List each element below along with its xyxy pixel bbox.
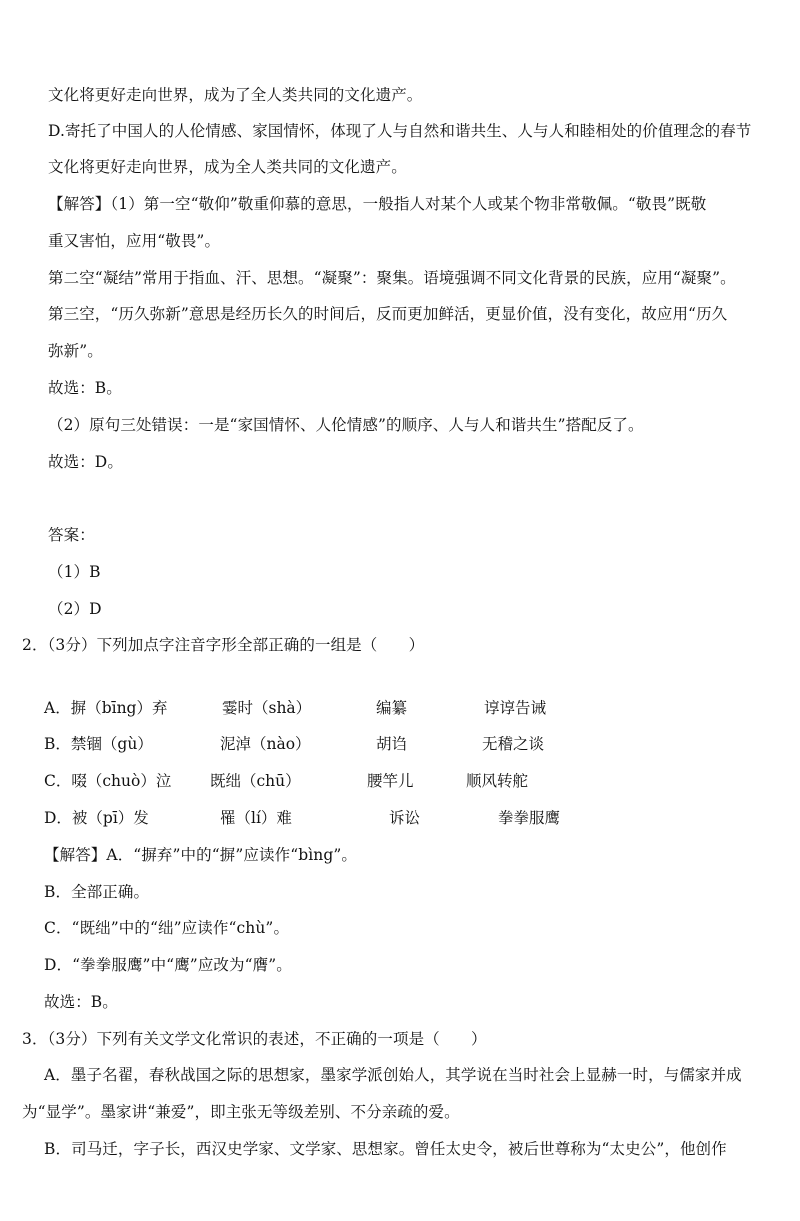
question-3-title: 3．（3分）下列有关文学文化常识的表述，不正确的一项是（ ）: [22, 1030, 487, 1048]
option-item: 霎时（shà）: [222, 699, 312, 717]
answer-item: （1）B: [48, 563, 101, 581]
text-line: 第二空“凝结”常用于指血、汗、思想。“凝聚”：聚集。语境强调不同文化背景的民族，应用“凝聚”。: [48, 269, 736, 287]
choice-result: 故选：B。: [44, 993, 118, 1011]
option-item: 既绌（chū）: [210, 772, 301, 790]
option-item: A．摒（bīng）弃: [44, 699, 168, 717]
text-line: （2）原句三处错误：一是“家国情怀、人伦情感”的顺序、人与人和谐共生”搭配反了。: [48, 416, 644, 434]
option-item: 拳拳服鹰: [498, 809, 561, 827]
option-item: D．被（pī）发: [44, 809, 149, 827]
question-2-answer: D．“拳拳服鹰”中“鹰”应改为“膺”。: [44, 956, 292, 974]
option-item: 罹（lí）难: [220, 809, 292, 827]
option-item: 诉讼: [389, 809, 421, 827]
answer-explanation: 【解答】（1）第一空“敬仰”敬重仰慕的意思，一般指人对某个人或某个物非常敬佩。“敬畏”既敬: [48, 195, 707, 213]
question-2-answer: C．“既绌”中的“绌”应读作“chù”。: [44, 919, 290, 937]
text-line: 第三空，“历久弥新”意思是经历长久的时间后，反而更加鲜活，更显价值，没有变化，故应用“历久: [48, 305, 728, 323]
question-2-answer: B．全部正确。: [44, 883, 150, 901]
text-line: 为“显学”。墨家讲“兼爱”，即主张无等级差别、不分亲疏的爱。: [22, 1103, 460, 1121]
choice-result: 故选：D。: [48, 453, 123, 471]
option-item: 胡诌: [376, 735, 408, 753]
question-2-answer: 【解答】A．“摒弃”中的“摒”应读作“bìng”。: [44, 846, 358, 864]
option-item: 腰竿儿: [367, 772, 414, 790]
question-2-title: 2．（3分）下列加点字注音字形全部正确的一组是（ ）: [22, 636, 425, 654]
text-line: 弥新”。: [48, 342, 103, 360]
text-line: 文化将更好走向世界，成为了全人类共同的文化遗产。: [48, 86, 423, 104]
option-item: B．禁锢（gù）: [44, 735, 153, 753]
answer-label: 答案：: [48, 526, 95, 544]
text-line: 文化将更好走向世界，成为全人类共同的文化遗产。: [48, 158, 407, 176]
option-item: 顺风转舵: [466, 772, 529, 790]
option-item: 编纂: [376, 699, 408, 717]
option-d-text: D.寄托了中国人的人伦情感、家国情怀，体现了人与自然和谐共生、人与人和睦相处的价值理念的春节: [48, 122, 752, 140]
question-3-option-a: A．墨子名翟，春秋战国之际的思想家，墨家学派创始人，其学说在当时社会上显赫一时，与儒家并成: [44, 1066, 742, 1084]
option-item: 泥淖（nào）: [220, 735, 311, 753]
option-item: 谆谆告诫: [484, 699, 547, 717]
option-item: C．啜（chuò）泣: [44, 772, 172, 790]
option-item: 无稽之谈: [482, 735, 545, 753]
choice-result: 故选：B。: [48, 379, 122, 397]
text-line: 重又害怕，应用“敬畏”。: [48, 232, 221, 250]
question-3-option-b: B．司马迁，字子长，西汉史学家、文学家、思想家。曾任太史令，被后世尊称为“太史公”，他创作: [44, 1140, 727, 1158]
answer-item: （2）D: [48, 600, 102, 618]
